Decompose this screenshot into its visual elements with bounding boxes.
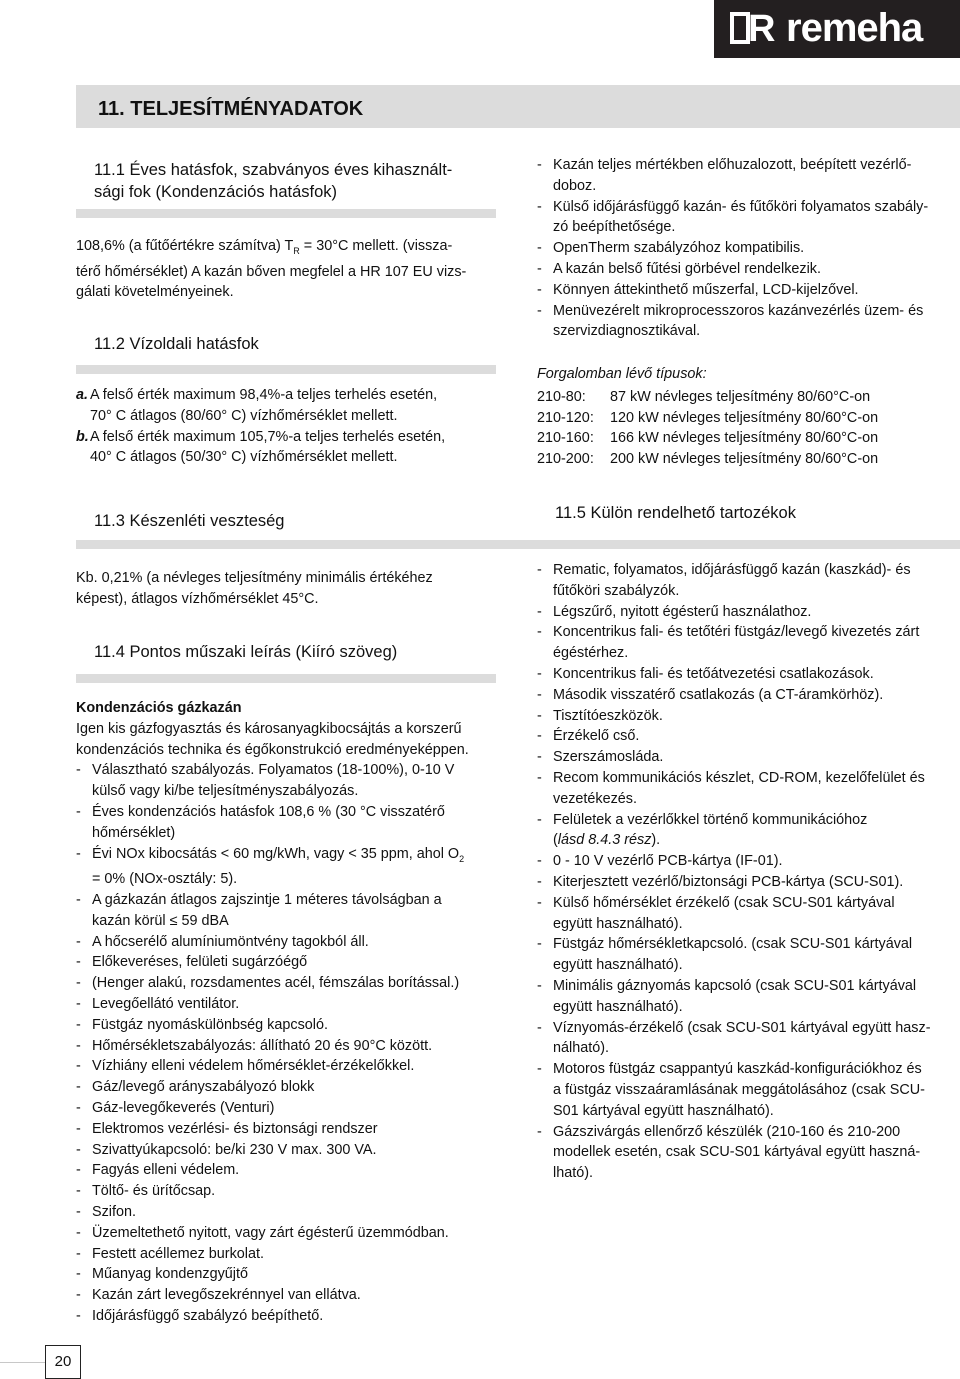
reference-link[interactable]: lásd 8.4.3 rész [557, 832, 652, 849]
model-code: 210-120: [537, 409, 594, 426]
model-desc: 166 kW névleges teljesítmény 80/60°C-on [610, 430, 879, 447]
item-line1: OpenTherm szabályzóhoz kompatibilis. [553, 240, 805, 257]
table-row [537, 408, 878, 429]
item-line1: Gázszivárgás ellenőrző készülék (210-160 és 210-200 [553, 1123, 901, 1140]
list-item [537, 664, 955, 685]
dash: - [537, 1123, 542, 1140]
item-line1-text: Évi NOx kibocsátás < 60 mg/kWh, vagy < 35 ppm, ahol O [92, 845, 460, 862]
model-code: 210-160: [537, 430, 594, 447]
dash: - [76, 1287, 81, 1304]
list-item [537, 810, 955, 852]
section-11-2-list [76, 385, 496, 468]
item-line1: Szerszámosláda. [553, 749, 664, 766]
list-item [537, 685, 955, 706]
item-line1: Üzemeltethető nyitott, vagy zárt égésterű üzemmódban. [92, 1224, 449, 1241]
item-line1: A felső érték maximum 98,4%-a teljes terhelés esetén, [90, 387, 438, 403]
list-item [76, 844, 496, 890]
item-line1: Gáz/levegő arányszabályozó blokk [92, 1079, 315, 1096]
item-line2: együtt használható). [553, 998, 683, 1015]
item-line1: Rematic, folyamatos, időjárásfüggő kazán (kaszkád)- és [553, 562, 911, 578]
list-item [537, 934, 955, 976]
item-line2: vezetékezés. [553, 790, 637, 807]
brand-logo [714, 0, 960, 58]
item-marker: a. [76, 387, 89, 403]
item-line1: Időjárásfüggő szabályzó beépíthető. [92, 1307, 324, 1324]
model-code: 210-200: [537, 451, 594, 468]
dash: - [537, 260, 542, 277]
item-line2: 70° C átlagos (80/60° C) vízhőmérséklet mellett. [90, 407, 398, 424]
dash: - [76, 975, 81, 992]
item-line1: Szifon. [92, 1204, 136, 1220]
table-row [537, 387, 878, 408]
section-11-4-list [76, 760, 496, 1326]
list-item [537, 768, 955, 810]
dash: - [76, 1141, 81, 1158]
dash: - [537, 665, 542, 682]
item-line2 [553, 830, 955, 851]
list-item [537, 602, 955, 623]
list-item [537, 706, 955, 727]
dash: - [537, 707, 542, 724]
dash: - [537, 1061, 542, 1078]
item-line1: A kazán belső fűtési görbével rendelkezik. [553, 260, 821, 277]
item-line2: 40° C átlagos (50/30° C) vízhőmérséklet mellett. [90, 449, 398, 466]
list-item [537, 155, 955, 197]
dash: - [76, 1224, 81, 1241]
item-line2: fűtőköri szabályzók. [553, 582, 680, 599]
dash: - [537, 728, 542, 745]
item-line3: lható). [553, 1165, 593, 1182]
list-item [537, 622, 955, 664]
item-line2: = 0% (NOx-osztály: 5). [92, 871, 238, 888]
dash: - [537, 769, 542, 786]
dash: - [537, 562, 542, 578]
list-item [76, 932, 496, 953]
item-line1: Füstgáz nyomáskülönbség kapcsoló. [92, 1016, 328, 1033]
list-item [76, 1015, 496, 1036]
item-line2: együtt használható). [553, 915, 683, 932]
section-11-1-title [94, 159, 494, 203]
item-line1: Második visszatérő csatlakozás (a CT-áramkörhöz). [553, 686, 884, 703]
item-line1: Szivattyúkapcsoló: be/ki 230 V max. 300 VA. [92, 1141, 377, 1158]
item-line1: 0 - 10 V vezérlő PCB-kártya (IF-01). [553, 853, 783, 870]
section-11-1-body [76, 236, 496, 303]
dash: - [76, 803, 81, 820]
item-line1: Felületek a vezérlőkkel történő kommunikációhoz [553, 811, 868, 828]
section-11-1-line3: gálati követelményeinek. [76, 284, 234, 301]
paren-open: ( [553, 832, 558, 849]
dash: - [537, 240, 542, 257]
item-line1: A gázkazán átlagos zajszintje 1 méteres távolságban a [92, 892, 442, 909]
list-item [76, 1181, 496, 1202]
dash: - [537, 624, 542, 641]
s111-l1-post: = 30°C mellett. (vissza- [299, 238, 453, 254]
list-item [76, 1285, 496, 1306]
section-11-1-line2: térő hőmérséklet) A kazán bőven megfelel a HR 107 EU vizs- [76, 263, 467, 280]
list-item [537, 851, 955, 872]
model-desc: 200 kW névleges teljesítmény 80/60°C-on [610, 451, 879, 468]
dash: - [537, 302, 542, 319]
paren-close: ). [651, 832, 661, 849]
dash: - [537, 936, 542, 953]
table-row [537, 449, 878, 470]
item-line1: A felső érték maximum 105,7%-a teljes terhelés esetén, [90, 428, 446, 445]
item-line3: S01 kártyával együtt használható). [553, 1102, 774, 1119]
item-line1: Füstgáz hőmérsékletkapcsoló. (csak SCU-S01 kártyával [553, 936, 913, 953]
list-item [537, 280, 955, 301]
dash: - [76, 996, 81, 1013]
item-line1: Fagyás elleni védelem. [92, 1162, 240, 1179]
dash: - [76, 892, 81, 909]
item-line1: Recom kommunikációs készlet, CD-ROM, kezelőfelület és [553, 769, 925, 786]
item-line1-sub: 2 [459, 853, 465, 864]
dash: - [76, 845, 81, 862]
list-item [537, 560, 955, 602]
item-line1: (Henger alakú, rozsdamentes acél, fémszálas borítással.) [92, 975, 460, 992]
footer-rule [0, 1362, 45, 1363]
item-line1: Motoros füstgáz csappantyú kaszkád-konfigurációkhoz és [553, 1061, 922, 1078]
list-item [76, 1306, 496, 1327]
list-item [76, 1056, 496, 1077]
section-11-3-line2: képest), átlagos vízhőmérséklet 45°C. [76, 590, 319, 607]
dash: - [537, 157, 542, 173]
list-item [76, 1098, 496, 1119]
dash: - [76, 762, 81, 779]
dash: - [537, 873, 542, 890]
models-table [537, 387, 878, 470]
list-item [76, 427, 496, 469]
models-heading: Forgalomban lévő típusok: [537, 366, 707, 382]
item-line2: doboz. [553, 177, 597, 194]
list-item [537, 197, 955, 239]
item-line2: égéstérhez. [553, 645, 629, 662]
model-desc: 87 kW névleges teljesítmény 80/60°C-on [610, 388, 871, 405]
item-line1: Könnyen áttekinthető műszerfal, LCD-kijelzővel. [553, 281, 859, 298]
section-11-4-intro2: kondenzációs technika és égőkonstrukció eredményeképpen. [76, 741, 469, 758]
item-line2: modellek esetén, csak SCU-S01 kártyával együtt haszná- [553, 1144, 921, 1161]
section-11-3-title: 11.3 Készenléti veszteség [94, 512, 285, 530]
item-line1: Tisztítóeszközök. [553, 707, 663, 724]
dash: - [537, 853, 542, 870]
list-item [76, 1244, 496, 1265]
list-item [537, 726, 955, 747]
item-line2: szervizdiagnosztikával. [553, 323, 701, 340]
list-item [76, 1036, 496, 1057]
dash: - [76, 933, 81, 950]
list-item [537, 1018, 955, 1060]
item-line1: Gáz-levegőkeverés (Venturi) [92, 1100, 275, 1117]
item-line1: Menüvezérelt mikroprocesszoros kazánvezérlés üzem- és [553, 302, 924, 319]
list-item [537, 238, 955, 259]
section-11-4-title: 11.4 Pontos műszaki leírás (Kiíró szöveg) [94, 643, 398, 661]
section-11-4-subtitle: Kondenzációs gázkazán [76, 700, 242, 716]
list-item [76, 1264, 496, 1285]
section-11-1-line1 [76, 236, 496, 262]
chapter-title: 11. TELJESÍTMÉNYADATOK [98, 98, 364, 120]
list-item [76, 890, 496, 932]
item-line1: Külső hőmérséklet érzékelő (csak SCU-S01 kártyával [553, 894, 895, 911]
item-line1: Hőmérsékletszabályozás: állítható 20 és 90°C között. [92, 1037, 433, 1054]
dash: - [76, 1079, 81, 1096]
section-11-5-title: 11.5 Külön rendelhető tartozékok [555, 504, 796, 522]
logo-mark-box [730, 12, 750, 44]
item-line1: Érzékelő cső. [553, 728, 640, 745]
list-item [76, 1119, 496, 1140]
list-item [76, 1077, 496, 1098]
logo-mark-letter: R [748, 8, 774, 50]
item-line2: nálható). [553, 1040, 610, 1057]
list-item [537, 872, 955, 893]
section-11-3-body [76, 568, 496, 610]
item-line1: Festett acéllemez burkolat. [92, 1245, 264, 1262]
section-11-1-title-line2: sági fok (Kondenzációs hatásfok) [94, 183, 338, 201]
item-line1: Kazán teljes mértékben előhuzalozott, beépített vezérlő- [553, 157, 912, 173]
item-line1: Levegőellátó ventilátor. [92, 996, 240, 1013]
list-item [537, 259, 955, 280]
item-line2: együtt használható). [553, 957, 683, 974]
dash: - [537, 686, 542, 703]
dash: - [76, 1245, 81, 1262]
item-line1: Éves kondenzációs hatásfok 108,6 % (30 °C visszatérő [92, 803, 445, 820]
item-line1: Koncentrikus fali- és tetőtéri füstgáz/levegő kivezetés zárt [553, 624, 920, 641]
s111-l1-sub: R [293, 245, 300, 256]
dash: - [537, 977, 542, 994]
section-11-3-rule [76, 540, 960, 549]
item-line1: Kazán zárt levegőszekrénnyel van ellátva. [92, 1287, 361, 1304]
dash: - [76, 1266, 81, 1283]
dash: - [76, 1120, 81, 1137]
item-line1: A hőcserélő alumíniumöntvény tagokból áll. [92, 933, 369, 950]
section-11-2-rule [76, 365, 496, 374]
list-item [537, 893, 955, 935]
dash: - [537, 894, 542, 911]
item-line1: Minimális gáznyomás kapcsoló (csak SCU-S01 kártyával [553, 977, 917, 994]
list-item [76, 994, 496, 1015]
list-item [76, 385, 496, 427]
list-item [537, 1122, 955, 1184]
list-item [76, 1140, 496, 1161]
list-item [76, 802, 496, 844]
list-item [537, 1059, 955, 1121]
section-11-4-intro1: Igen kis gázfogyasztás és károsanyagkibocsájtás a korszerű [76, 720, 462, 737]
item-line1 [92, 844, 496, 870]
list-item [537, 747, 955, 768]
list-item [76, 1223, 496, 1244]
item-line2: kazán körül ≤ 59 dBA [92, 912, 229, 929]
list-item [537, 301, 955, 343]
item-line1: Választható szabályozás. Folyamatos (18-100%), 0-10 V [92, 762, 455, 779]
item-line1: Elektromos vezérlési- és biztonsági rendszer [92, 1120, 378, 1137]
dash: - [76, 1037, 81, 1054]
item-line1: Előkeveréses, felületi sugárzóégő [92, 954, 308, 971]
section-11-5-list [537, 560, 955, 1184]
section-11-3-line1: Kb. 0,21% (a névleges teljesítmény minimális értékéhez [76, 570, 433, 586]
dash: - [76, 1058, 81, 1075]
dash: - [76, 1100, 81, 1117]
section-11-4-body [76, 698, 496, 1327]
list-item [76, 760, 496, 802]
item-marker: b. [76, 428, 89, 445]
item-line2: zó beépíthetősége. [553, 219, 676, 236]
dash: - [537, 198, 542, 215]
dash: - [76, 1183, 81, 1200]
s111-l1-pre: 108,6% (a fűtőértékre számítva) T [76, 238, 294, 254]
dash: - [537, 749, 542, 766]
dash: - [537, 281, 542, 298]
item-line2: a füstgáz visszaáramlásának meggátolásához (csak SCU- [553, 1081, 925, 1098]
item-line2: hőmérséklet) [92, 824, 176, 841]
list-item [76, 1160, 496, 1181]
item-line2: külső vagy ki/be teljesítményszabályozás. [92, 783, 359, 800]
dash: - [76, 1016, 81, 1033]
list-item [76, 1202, 496, 1223]
list-item [76, 952, 496, 973]
dash: - [76, 1307, 81, 1324]
section-11-2-title: 11.2 Vízoldali hatásfok [94, 335, 259, 353]
dash: - [76, 1162, 81, 1179]
dash: - [537, 1019, 542, 1036]
dash: - [537, 811, 542, 828]
model-desc: 120 kW névleges teljesítmény 80/60°C-on [610, 409, 879, 426]
item-line1: Légszűrő, nyitott égésterű használathoz. [553, 603, 812, 620]
dash: - [76, 954, 81, 971]
section-11-1-rule [76, 209, 496, 218]
item-line1: Műanyag kondenzgyűjtő [92, 1266, 249, 1283]
item-line1: Víznyomás-érzékelő (csak SCU-S01 kártyával együtt hasz- [553, 1019, 931, 1036]
dash: - [76, 1204, 81, 1220]
item-line1: Külső időjárásfüggő kazán- és fűtőköri folyamatos szabály- [553, 198, 929, 215]
page-number: 20 [45, 1345, 81, 1379]
list-item [537, 976, 955, 1018]
brand-name: remeha [786, 6, 923, 50]
item-line1: Vízhiány elleni védelem hőmérséklet-érzékelőkkel. [92, 1058, 415, 1075]
table-row [537, 428, 878, 449]
item-line1: Töltő- és ürítőcsap. [92, 1183, 216, 1200]
features-list [537, 155, 955, 342]
section-11-1-title-line1: 11.1 Éves hatásfok, szabványos éves kihasznált- [94, 161, 453, 179]
list-item [76, 973, 496, 994]
item-line1: Koncentrikus fali- és tetőátvezetési csatlakozások. [553, 665, 874, 682]
dash: - [537, 603, 542, 620]
model-code: 210-80: [537, 388, 586, 405]
item-line1: Kiterjesztett vezérlő/biztonsági PCB-kártya (SCU-S01). [553, 873, 904, 890]
section-11-4-rule [76, 674, 496, 683]
models-block [537, 364, 955, 470]
